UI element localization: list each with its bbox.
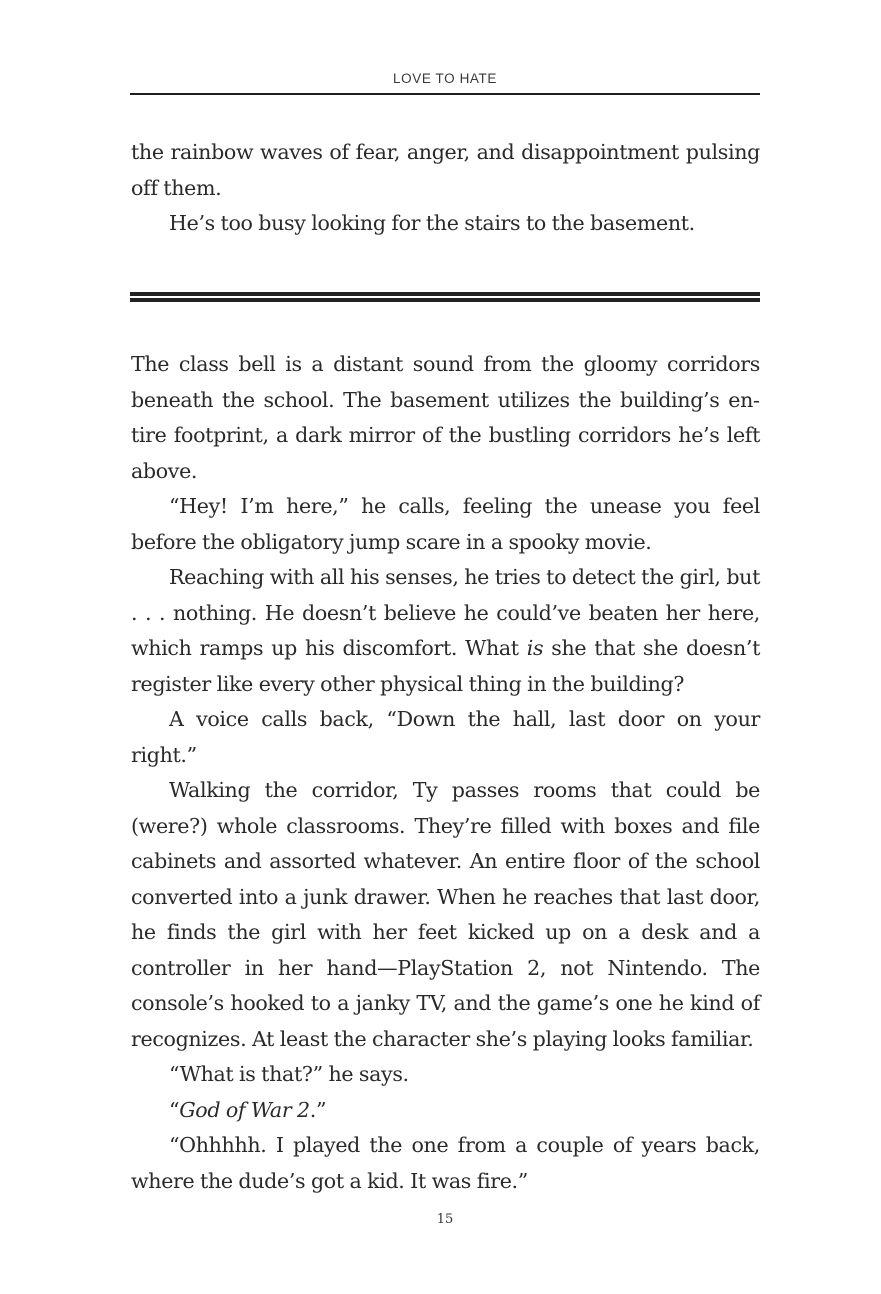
paragraph: He’s too busy looking for the stairs to the basement. (169, 211, 695, 235)
section-2-text (131, 347, 760, 1199)
open-quote: “ (169, 1097, 180, 1122)
header-rule (130, 93, 760, 95)
game-title: God of War 2 (179, 1097, 310, 1122)
page-number: 15 (436, 1212, 454, 1227)
paragraph-text: Reaching with all his senses, he tries to detect the girl, but . . . nothing. He doesn’t believe he could’ve beaten her here, which ramps up his discomfort. What (131, 565, 760, 660)
paragraph: The class bell is a distant sound from the gloomy corridors beneath the school. The basement utilizes the building’s entire footprint, a dark mirror of the bustling corridors he’s left above. (131, 352, 760, 483)
running-head: LOVE TO HATE (393, 71, 497, 86)
paragraph: “Ohhhhh. I played the one from a couple of years back, where the dude’s got a kid. It was fire.” (131, 1133, 760, 1193)
paragraph-text: she that she doesn’t register like every other physical thing in the building? (131, 636, 761, 696)
italic-emphasis: is (526, 636, 544, 660)
paragraph: “What is that?” he says. (169, 1062, 409, 1086)
paragraph (131, 560, 760, 702)
section-break-rule-bottom (130, 298, 760, 302)
paragraph: Walking the corridor, Ty passes rooms that could be (were?) whole classrooms. They’re filled with boxes and file cabinets and assorted whatever. An entire floor of the school converted into a junk drawer. When he reaches that last door, he finds the girl with her feet kicked up on a desk and a controller in her hand—PlayStation 2, not Nintendo. The console’s hooked to a janky TV, and the game’s one he kind of recognizes. At least the character she’s playing looks familiar. (131, 778, 760, 1051)
paragraph (131, 1093, 760, 1129)
section-1-text (131, 135, 760, 242)
paragraph: A voice calls back, “Down the hall, last door on your right.” (131, 707, 760, 767)
paragraph: the rainbow waves of fear, anger, and disappointment pulsing off them. (131, 140, 760, 200)
section-break-rule-top (130, 292, 760, 296)
paragraph: “Hey! I’m here,” he calls, feeling the unease you feel before the obligatory jump scare in a spooky movie. (131, 494, 760, 554)
close-quote: .” (309, 1097, 327, 1122)
